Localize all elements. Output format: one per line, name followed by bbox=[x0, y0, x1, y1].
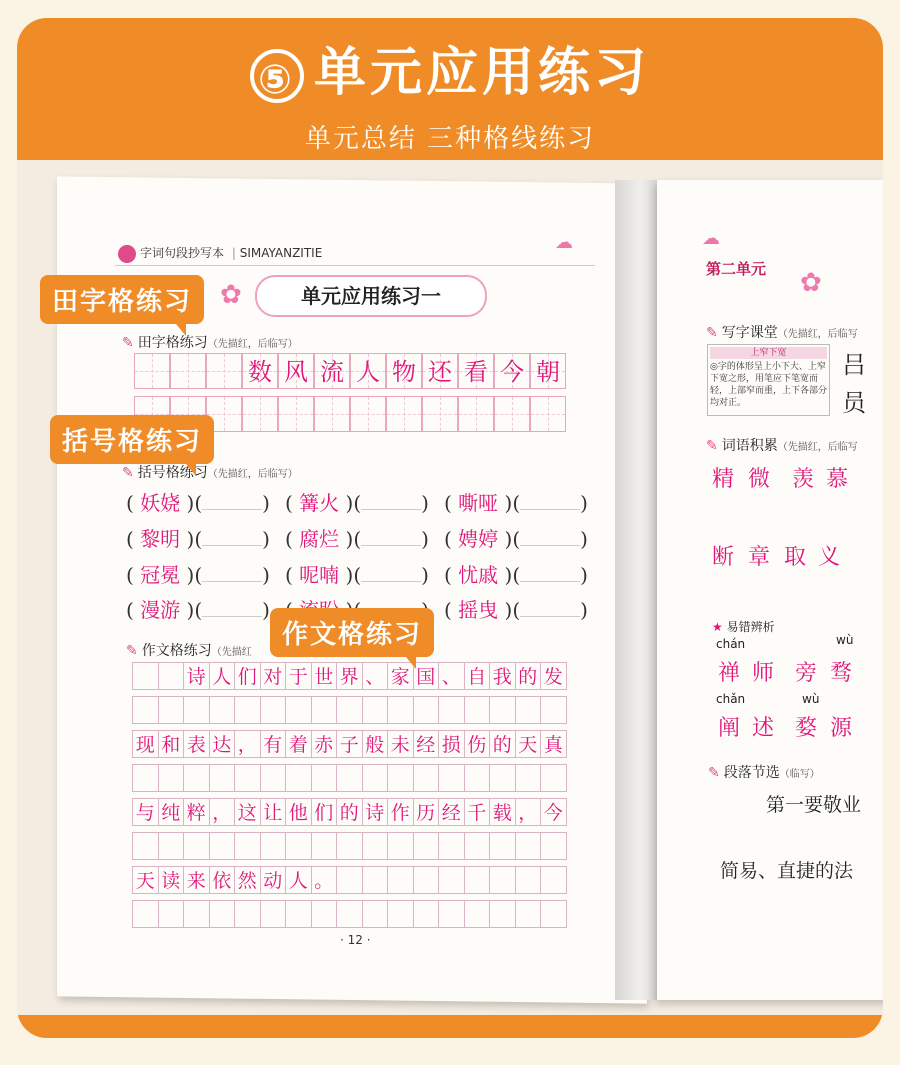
zuowen-cell bbox=[413, 696, 440, 724]
pencil-icon: ✎ bbox=[706, 325, 718, 341]
zuowen-row bbox=[132, 832, 566, 860]
zuowen-cell bbox=[285, 900, 312, 928]
zuowen-cell bbox=[515, 832, 542, 860]
zuowen-cell bbox=[158, 662, 185, 690]
zuowen-cell: 人 bbox=[209, 662, 236, 690]
kuohao-row-1: ( 妖娆 )( ) bbox=[126, 491, 270, 515]
zuowen-cell bbox=[540, 696, 567, 724]
zuowen-cell: 的 bbox=[489, 730, 516, 758]
zuowen-cell: 子 bbox=[336, 730, 363, 758]
zuowen-cell bbox=[464, 832, 491, 860]
pinyin: wù bbox=[836, 633, 854, 647]
zuowen-cell: 来 bbox=[183, 866, 210, 894]
zuowen-cell bbox=[336, 764, 363, 792]
zuowen-cell bbox=[183, 696, 210, 724]
zuowen-cell bbox=[285, 696, 312, 724]
zuowen-cell: 依 bbox=[209, 866, 236, 894]
duanluo-line-2: 简易、直捷的法 bbox=[720, 860, 854, 882]
zuowen-cell: 、 bbox=[362, 662, 389, 690]
zuowen-cell: 与 bbox=[132, 798, 159, 826]
zuowen-cell: 读 bbox=[158, 866, 185, 894]
zuowen-cell: 诗 bbox=[183, 662, 210, 690]
zuowen-cell bbox=[336, 832, 363, 860]
tian-char: 今 bbox=[494, 353, 530, 389]
pencil-icon: ✎ bbox=[126, 643, 138, 659]
zuowen-cell: 的 bbox=[515, 662, 542, 690]
callout-zuo: 作文格练习 bbox=[270, 608, 434, 657]
zuowen-cell bbox=[515, 764, 542, 792]
zuowen-cell: 诗 bbox=[362, 798, 389, 826]
zuowen-cell: 千 bbox=[464, 798, 491, 826]
brand-logo-icon bbox=[118, 245, 136, 263]
zuowen-cell bbox=[489, 832, 516, 860]
unit-title: 单元应用练习一 bbox=[255, 275, 487, 317]
zuowen-cell bbox=[132, 662, 159, 690]
zuowen-cell: 。 bbox=[311, 866, 338, 894]
zuowen-cell: 真 bbox=[540, 730, 567, 758]
err-char: 述 bbox=[752, 716, 775, 741]
zuowen-cell: 现 bbox=[132, 730, 159, 758]
zuowen-cell: ， bbox=[209, 798, 236, 826]
word-char: 羡 bbox=[792, 467, 815, 492]
zuowen-cell bbox=[132, 900, 159, 928]
tian-char: 风 bbox=[278, 353, 314, 389]
kuohao-row-4c: ( 摇曳 )( ) bbox=[444, 598, 588, 622]
zuowen-cell: 今 bbox=[540, 798, 567, 826]
zuowen-cell bbox=[540, 764, 567, 792]
banner-title: ⑤ 单元应用练习 bbox=[0, 30, 900, 105]
zuowen-cell: 作 bbox=[387, 798, 414, 826]
zuowen-cell: 世 bbox=[311, 662, 338, 690]
word-char: 取 bbox=[784, 545, 807, 570]
zuowen-cell bbox=[362, 832, 389, 860]
zuowen-cell bbox=[285, 832, 312, 860]
zuowen-cell: 国 bbox=[413, 662, 440, 690]
zuowen-cell bbox=[183, 764, 210, 792]
zuowen-cell: 天 bbox=[515, 730, 542, 758]
header-divider bbox=[115, 265, 595, 266]
zuowen-cell: 经 bbox=[438, 798, 465, 826]
pencil-icon: ✎ bbox=[122, 465, 134, 481]
error-label: ★ 易错辨析 bbox=[712, 620, 775, 634]
zuowen-cell: 们 bbox=[311, 798, 338, 826]
number-badge: ⑤ bbox=[250, 49, 304, 103]
zuowen-cell bbox=[132, 696, 159, 724]
zuowen-cell: 天 bbox=[132, 866, 159, 894]
kuohao-row-3: ( 冠冕 )( ) bbox=[126, 563, 270, 587]
zuowen-cell: 人 bbox=[285, 866, 312, 894]
word-char: 精 bbox=[712, 467, 735, 492]
zuowen-cell bbox=[183, 832, 210, 860]
tian-label: ✎ 田字格练习（先描红，后临写） bbox=[122, 335, 298, 351]
zuowen-cell bbox=[540, 832, 567, 860]
zuowen-cell bbox=[209, 900, 236, 928]
tian-char: 数 bbox=[242, 353, 278, 389]
zuowen-row bbox=[132, 866, 566, 894]
tian-char: 还 bbox=[422, 353, 458, 389]
zuowen-cell bbox=[515, 866, 542, 894]
zuowen-cell bbox=[413, 832, 440, 860]
zuowen-cell bbox=[234, 696, 261, 724]
zuowen-cell bbox=[362, 866, 389, 894]
zuowen-cell bbox=[515, 696, 542, 724]
zuowen-cell bbox=[464, 764, 491, 792]
zuowen-cell bbox=[464, 696, 491, 724]
zuowen-cell bbox=[438, 696, 465, 724]
zuowen-cell: 赤 bbox=[311, 730, 338, 758]
zuowen-cell: 动 bbox=[260, 866, 287, 894]
zuowen-cell bbox=[183, 900, 210, 928]
zuowen-cell: 达 bbox=[209, 730, 236, 758]
kuohao-row-3b: ( 呢喃 )( ) bbox=[285, 563, 429, 587]
kuohao-row-4: ( 漫游 )( ) bbox=[126, 598, 270, 622]
err-char: 源 bbox=[830, 716, 853, 741]
zuowen-cell: 、 bbox=[438, 662, 465, 690]
err-char: 师 bbox=[752, 661, 775, 686]
zuowen-cell bbox=[234, 900, 261, 928]
kuohao-row-3c: ( 忧戚 )( ) bbox=[444, 563, 588, 587]
zuowen-cell: 他 bbox=[285, 798, 312, 826]
zuowen-cell bbox=[158, 696, 185, 724]
word-char: 义 bbox=[818, 545, 841, 570]
zuowen-cell bbox=[438, 900, 465, 928]
tian-char: 朝 bbox=[530, 353, 566, 389]
tian-char: 流 bbox=[314, 353, 350, 389]
tian-char: 人 bbox=[350, 353, 386, 389]
zuowen-cell: 于 bbox=[285, 662, 312, 690]
zuowen-cell bbox=[234, 764, 261, 792]
zuowen-cell bbox=[515, 900, 542, 928]
zuowen-cell: 家 bbox=[387, 662, 414, 690]
zuowen-cell bbox=[158, 900, 185, 928]
zuowen-cell bbox=[489, 696, 516, 724]
zuowen-cell bbox=[336, 866, 363, 894]
tip-box: 上窄下宽 ◎字的体形呈上小下大、上窄下宽之形，用笔应下笔宽而轻，上部窄而重，上下各部分均对正。 bbox=[707, 344, 830, 416]
zuowen-label: ✎ 作文格练习（先描红 bbox=[126, 643, 252, 659]
pinyin: chǎn bbox=[716, 692, 746, 706]
zuowen-row bbox=[132, 798, 566, 826]
zuowen-cell bbox=[362, 696, 389, 724]
zuowen-cell: 们 bbox=[234, 662, 261, 690]
zuowen-cell bbox=[311, 696, 338, 724]
banner-subtitle: 单元总结 三种格线练习 bbox=[304, 124, 596, 154]
zuowen-cell bbox=[260, 900, 287, 928]
zuowen-cell: 自 bbox=[464, 662, 491, 690]
zuowen-cell bbox=[311, 832, 338, 860]
tian-char: 物 bbox=[386, 353, 422, 389]
zuowen-cell bbox=[209, 764, 236, 792]
zuowen-cell: 这 bbox=[234, 798, 261, 826]
zuowen-cell: ， bbox=[515, 798, 542, 826]
zuowen-cell bbox=[209, 696, 236, 724]
callout-kuo: 括号格练习 bbox=[50, 415, 214, 464]
word-char: 断 bbox=[712, 545, 735, 570]
zuowen-cell bbox=[489, 764, 516, 792]
zuowen-cell bbox=[285, 764, 312, 792]
zuowen-cell bbox=[234, 832, 261, 860]
zuowen-cell bbox=[260, 832, 287, 860]
zuowen-cell bbox=[387, 832, 414, 860]
zuowen-cell bbox=[387, 696, 414, 724]
zuowen-cell bbox=[489, 900, 516, 928]
zuowen-cell bbox=[413, 764, 440, 792]
kuohao-row-2: ( 黎明 )( ) bbox=[126, 527, 270, 551]
pencil-icon: ✎ bbox=[708, 765, 720, 781]
zuowen-cell bbox=[158, 764, 185, 792]
zuowen-row bbox=[132, 662, 566, 690]
zuowen-cell bbox=[362, 900, 389, 928]
zuowen-cell bbox=[260, 696, 287, 724]
zuowen-cell: 般 bbox=[362, 730, 389, 758]
zuowen-cell bbox=[540, 866, 567, 894]
zuowen-cell: 未 bbox=[387, 730, 414, 758]
zuowen-cell bbox=[158, 832, 185, 860]
zuowen-cell bbox=[209, 832, 236, 860]
rainbow-icon-right: ☁ bbox=[702, 228, 720, 249]
zuowen-cell bbox=[464, 900, 491, 928]
err-char: 禅 bbox=[718, 661, 741, 686]
err-char: 婺 bbox=[795, 716, 818, 741]
pencil-icon: ✎ bbox=[122, 335, 134, 351]
zuowen-cell bbox=[413, 866, 440, 894]
zuowen-cell: 让 bbox=[260, 798, 287, 826]
zuowen-cell bbox=[413, 900, 440, 928]
zuowen-cell bbox=[438, 764, 465, 792]
word-char: 章 bbox=[748, 545, 771, 570]
zuowen-cell: 界 bbox=[336, 662, 363, 690]
zuowen-cell: 历 bbox=[413, 798, 440, 826]
zuowen-cell bbox=[132, 832, 159, 860]
zuowen-cell bbox=[540, 900, 567, 928]
word-char: 微 bbox=[748, 467, 771, 492]
zuowen-cell bbox=[464, 866, 491, 894]
zuowen-cell bbox=[489, 866, 516, 894]
zuowen-cell bbox=[387, 764, 414, 792]
err-char: 阐 bbox=[718, 716, 741, 741]
callout-tian: 田字格练习 bbox=[40, 275, 204, 324]
flower-icon: ✿ bbox=[220, 280, 242, 310]
rainbow-icon: ☁ bbox=[555, 232, 573, 253]
ciyu-label: ✎ 词语积累（先描红，后临写 bbox=[706, 438, 858, 454]
big-char-2: 员 bbox=[842, 389, 866, 417]
zuowen-cell bbox=[387, 900, 414, 928]
zuowen-cell bbox=[336, 900, 363, 928]
zuowen-cell bbox=[132, 764, 159, 792]
zuowen-cell: 粹 bbox=[183, 798, 210, 826]
zuowen-cell bbox=[438, 866, 465, 894]
zuowen-cell bbox=[311, 764, 338, 792]
flower-icon-right: ✿ bbox=[800, 268, 822, 298]
zuowen-cell: 损 bbox=[438, 730, 465, 758]
zuowen-cell bbox=[311, 900, 338, 928]
duanluo-line-1: 第一要敬业 bbox=[766, 794, 862, 816]
kuohao-label: ✎ 括号格练习（先描红，后临写） bbox=[122, 465, 298, 481]
zuowen-row bbox=[132, 696, 566, 724]
word-char: 慕 bbox=[826, 467, 849, 492]
pencil-icon: ✎ bbox=[706, 438, 718, 454]
kuohao-row-2b: ( 腐烂 )( ) bbox=[285, 527, 429, 551]
right-unit-title: 第二单元 bbox=[706, 260, 767, 278]
duanluo-label: ✎ 段落节选（临写） bbox=[708, 765, 820, 781]
page-number: · 12 · bbox=[340, 933, 371, 947]
zuowen-cell: 我 bbox=[489, 662, 516, 690]
zuowen-cell: ， bbox=[234, 730, 261, 758]
zuowen-cell: 和 bbox=[158, 730, 185, 758]
err-char: 骛 bbox=[830, 661, 853, 686]
zuowen-cell: 发 bbox=[540, 662, 567, 690]
zuowen-cell: 对 bbox=[260, 662, 287, 690]
kuohao-row-1b: ( 篝火 )( ) bbox=[285, 491, 429, 515]
zuowen-cell: 纯 bbox=[158, 798, 185, 826]
zuowen-cell: 经 bbox=[413, 730, 440, 758]
tian-char: 看 bbox=[458, 353, 494, 389]
zuowen-cell: 有 bbox=[260, 730, 287, 758]
err-char: 旁 bbox=[795, 661, 818, 686]
zuowen-cell: 伤 bbox=[464, 730, 491, 758]
zuowen-cell: 的 bbox=[336, 798, 363, 826]
zuowen-cell bbox=[336, 696, 363, 724]
zuowen-row bbox=[132, 900, 566, 928]
zuowen-row bbox=[132, 730, 566, 758]
kuohao-row-1c: ( 嘶哑 )( ) bbox=[444, 491, 588, 515]
kuohao-row-2c: ( 娉婷 )( ) bbox=[444, 527, 588, 551]
zuowen-cell: 载 bbox=[489, 798, 516, 826]
tianzige-row-1 bbox=[134, 353, 566, 389]
big-char-1: 吕 bbox=[842, 351, 866, 379]
pinyin: wù bbox=[802, 692, 820, 706]
zuowen-cell bbox=[260, 764, 287, 792]
pinyin: chán bbox=[716, 637, 746, 651]
zuowen-row bbox=[132, 764, 566, 792]
zuowen-cell bbox=[438, 832, 465, 860]
page-header: 字词句段抄写本 | SIMAYANZITIE bbox=[118, 244, 322, 263]
xiezi-label: ✎ 写字课堂（先描红，后临写 bbox=[706, 325, 858, 341]
zuowen-cell: 然 bbox=[234, 866, 261, 894]
zuowen-cell: 表 bbox=[183, 730, 210, 758]
zuowen-cell: 着 bbox=[285, 730, 312, 758]
zuowen-cell bbox=[362, 764, 389, 792]
zuowen-cell bbox=[387, 866, 414, 894]
